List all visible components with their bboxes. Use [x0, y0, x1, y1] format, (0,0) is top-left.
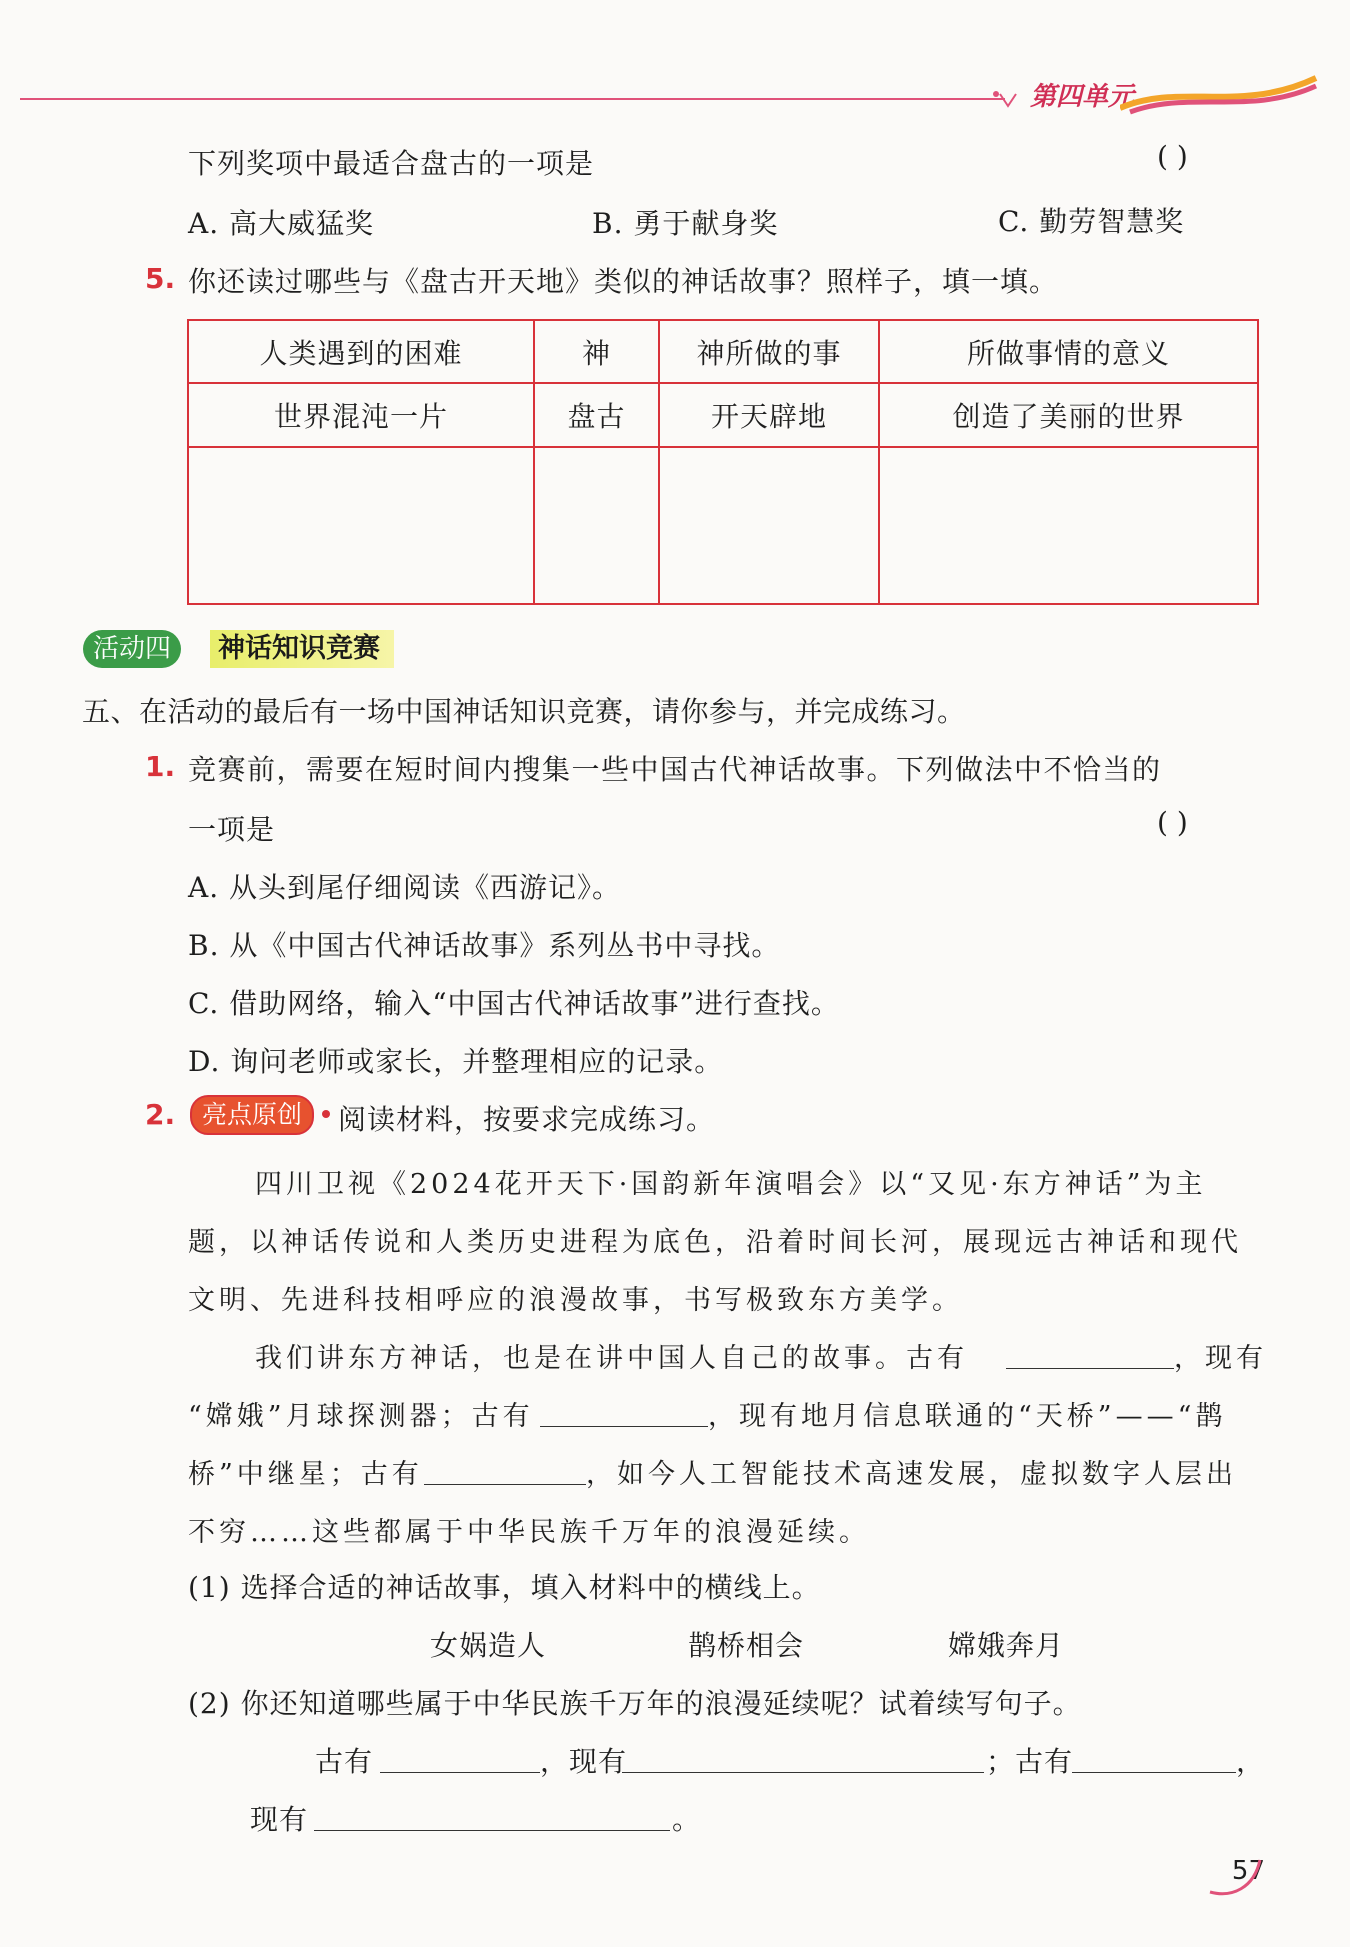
myth-table [187, 319, 1259, 605]
question-text: 你还读过哪些与《盘古开天地》类似的神话故事？照样子，填一填。 [188, 265, 1059, 298]
passage-line: 四川卫视《2024花开天下·国韵新年演唱会》以“又见·东方神话”为主 [255, 1169, 1207, 1200]
question-number: 5. [145, 262, 176, 295]
passage-line: 我们讲东方神话，也是在讲中国人自己的故事。古有 [255, 1343, 968, 1374]
sub-question-1: (1) 选择合适的神话故事，填入材料中的横线上。 [188, 1571, 821, 1604]
choice-item: 鹊桥相会 [688, 1629, 805, 1662]
table-row [188, 383, 1258, 447]
sub-question-2: (2) 你还知道哪些属于中华民族千万年的浪漫延续呢？试着续写句子。 [188, 1687, 1082, 1720]
passage-line: 桥”中继星；古有 [188, 1459, 423, 1490]
heart-ornament-icon [990, 86, 1030, 116]
header-swoosh-icon [1120, 72, 1320, 118]
section-heading: 五、在活动的最后有一场中国神话知识竞赛，请你参与，并完成练习。 [82, 695, 966, 728]
answer-cell[interactable] [534, 447, 659, 604]
unit-label: 第四单元 [1030, 82, 1135, 112]
option-c: C. 借助网络，输入“中国古代神话故事”进行查找。 [188, 987, 840, 1020]
passage-line: ，现有地月信息联通的“天桥”——“鹊 [708, 1401, 1227, 1432]
answer-cell[interactable] [879, 447, 1258, 604]
header-rule [20, 98, 1005, 100]
passage-line: 不穷……这些都属于中华民族千万年的浪漫延续。 [188, 1517, 870, 1548]
writing-label: ，现有 [540, 1745, 628, 1778]
choice-item: 女娲造人 [430, 1629, 547, 1662]
table-cell: 世界混沌一片 [188, 383, 534, 447]
question-text-cont: 一项是 [188, 813, 276, 846]
original-badge: 亮点原创 [190, 1095, 314, 1135]
table-cell: 盘古 [534, 383, 659, 447]
answer-paren: ( ) [1157, 140, 1188, 173]
option-a: A. 高大威猛奖 [188, 207, 375, 240]
question-number: 1. [145, 750, 176, 783]
writing-blank-4[interactable] [314, 1830, 670, 1831]
writing-label: 古有 [315, 1745, 374, 1778]
table-cell: 开天辟地 [659, 383, 879, 447]
table-cell: 创造了美丽的世界 [879, 383, 1258, 447]
table-header-cell: 神 [534, 320, 659, 383]
passage-line: ，如今人工智能技术高速发展，虚拟数字人层出 [586, 1459, 1237, 1490]
passage-line: 题，以神话传说和人类历史进程为底色，沿着时间长河，展现远古神话和现代 [188, 1227, 1242, 1258]
table-header-cell: 所做事情的意义 [879, 320, 1258, 383]
passage-line: ，现有 [1174, 1343, 1267, 1374]
page-number: 57 [1231, 1856, 1265, 1886]
writing-label: ；古有 [986, 1745, 1074, 1778]
fill-blank-2[interactable] [540, 1426, 708, 1427]
option-a: A. 从头到尾仔细阅读《西游记》。 [188, 871, 622, 904]
writing-label: 现有 [250, 1803, 309, 1836]
table-header-cell: 神所做的事 [659, 320, 879, 383]
writing-label: 。 [672, 1803, 702, 1836]
fill-blank-3[interactable] [424, 1484, 586, 1485]
table-header-cell: 人类遇到的困难 [188, 320, 534, 383]
option-b: B. 勇于献身奖 [592, 207, 779, 240]
answer-cell[interactable] [188, 447, 534, 604]
option-d: D. 询问老师或家长，并整理相应的记录。 [188, 1045, 724, 1078]
question-number: 2. [145, 1098, 176, 1131]
writing-blank-1[interactable] [380, 1772, 540, 1773]
writing-blank-3[interactable] [1072, 1772, 1236, 1773]
answer-cell[interactable] [659, 447, 879, 604]
writing-label: ， [1236, 1745, 1266, 1778]
question-stem: 下列奖项中最适合盘古的一项是 [188, 147, 595, 180]
activity-badge: 活动四 [83, 630, 181, 668]
fill-blank-1[interactable] [1006, 1368, 1174, 1369]
question-text: 竞赛前，需要在短时间内搜集一些中国古代神话故事。下列做法中不恰当的 [188, 753, 1162, 786]
table-header-row [188, 320, 1258, 383]
badge-dot-icon [322, 1110, 330, 1118]
choice-item: 嫦娥奔月 [948, 1629, 1065, 1662]
page-swoosh-icon [1206, 1848, 1266, 1900]
question-instruction: 阅读材料，按要求完成练习。 [338, 1103, 716, 1136]
answer-paren: ( ) [1157, 806, 1188, 839]
option-c: C. 勤劳智慧奖 [998, 205, 1185, 238]
option-b: B. 从《中国古代神话故事》系列丛书中寻找。 [188, 929, 781, 962]
activity-title: 神话知识竞赛 [210, 630, 394, 668]
writing-blank-2[interactable] [622, 1772, 984, 1773]
table-blank-row [188, 447, 1258, 604]
passage-line: “嫦娥”月球探测器；古有 [188, 1401, 534, 1432]
passage-line: 文明、先进科技相呼应的浪漫故事，书写极致东方美学。 [188, 1285, 963, 1316]
